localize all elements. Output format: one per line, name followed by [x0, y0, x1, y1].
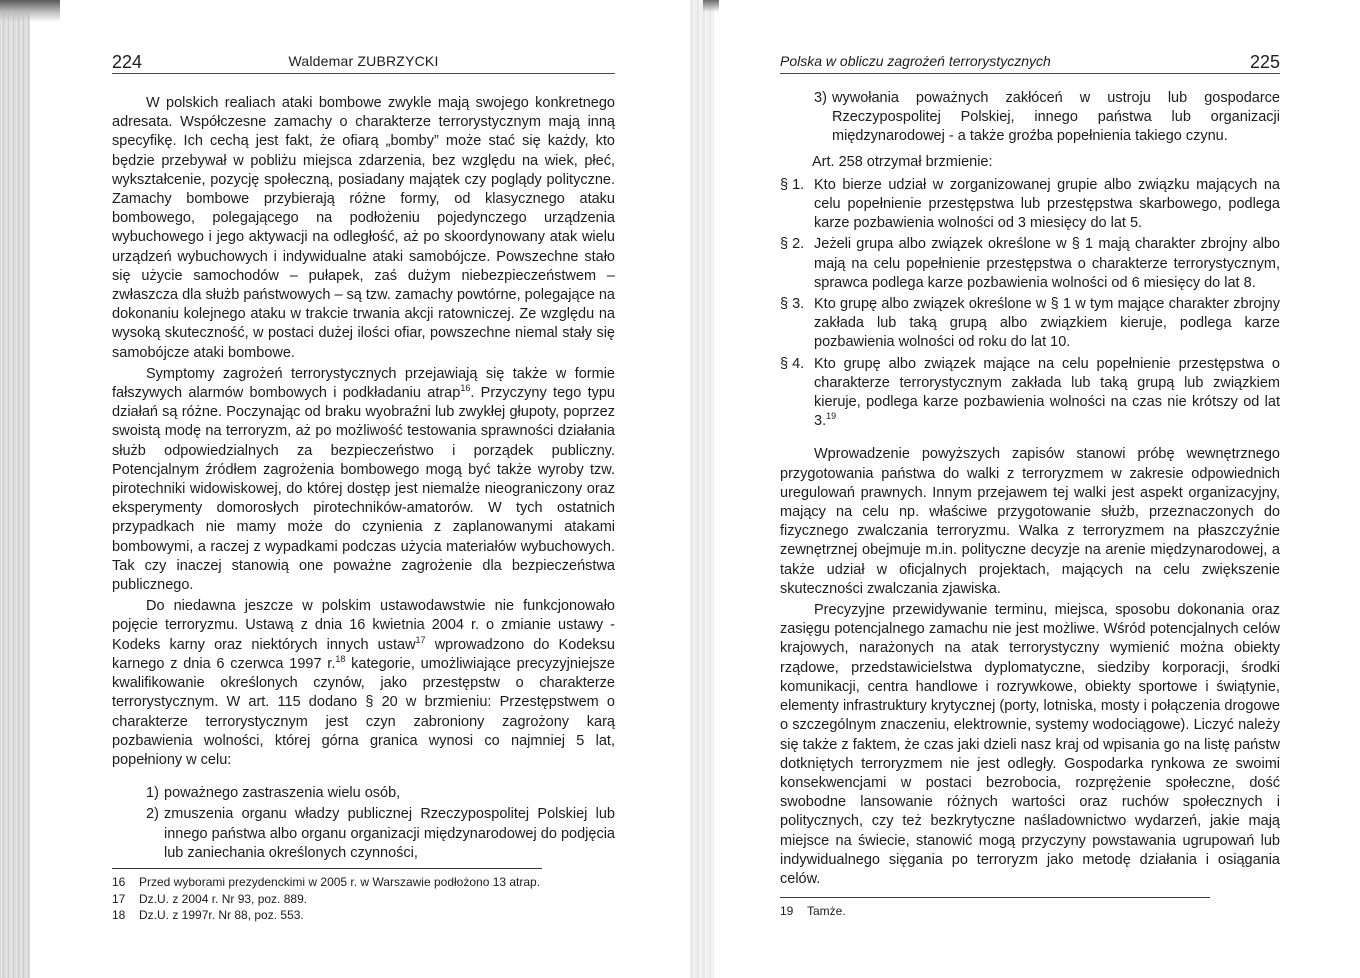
title-running-head: Polska w obliczu zagrożeń terrorystycznych — [780, 53, 1051, 69]
left-body-text — [112, 94, 615, 865]
list-item: 2) zmuszenia organu władzy publicznej Rzeczypospolitej Polskiej lub innego państwa albo organu organizacji międzynarodowej do podjęcia lub zaniechania określonych czynności, — [146, 806, 615, 861]
page-number-right: 225 — [1249, 52, 1280, 72]
scan-corner-shadow — [0, 0, 60, 22]
paragraph: Precyzyjne przewidywanie terminu, miejsca, sposobu dokonania oraz zasięgu potencjalnego zamachu nie jest możliwe. Wśród potencjalnych celów krajowych, narażonych na atak terrorystyczny wymienić można obiekty rządowe, przedstawicielstwa dyplomatyczne, siedziby korporacji, środki komunikacji, centra handlowe i rozrywkowe, obiekty sportowe i świątynie, elementy infrastruktury krytycznej (porty, lotniska, mosty i połączenia drogowe o szczególnym znaczeniu, elektrownie, systemy wodociągowe). Liczyć należy się także z faktem, że czas jaki dzieli nasz kraj od wpisania go na listę państw dotkniętych terroryzmem nie jest odległy. Gospodarka rynkowa ze swoimi konsekwencjami w postaci bezrobocia, rozprężenie społeczne, dość swobodne lansowanie różnych wartości oraz ruchów społecznych i politycznych, czy też bezkrytyczne naśladownictwo wydarzeń, jakie mają miejsce na świecie, stanowić mogą przyczyny powstawania ugrupowań lub indywidualnego sięgania po terroryzm jako metodę działania i osiągania celów. — [780, 602, 1280, 887]
article-intro: Art. 258 otrzymał brzmienie: — [812, 153, 993, 170]
section-item: § 3. Kto grupę albo związek określone w § 1 w tym mające charakter zbrojny zakłada lub taką grupą albo związkiem kieruje, podlega karze pozbawienia wolności od roku do lat 10. — [780, 296, 1280, 351]
footnote-ref: 16 — [460, 383, 471, 394]
book-gutter — [690, 0, 714, 978]
section-item: § 2. Jeżeli grupa albo związek określone w § 1 mają charakter zbrojny albo mają na celu popełnienie przestępstwa o charakterze terrorystycznym, sprawca podlega karze pozbawienia wolności od 6 miesięcy do lat 8. — [780, 236, 1280, 291]
right-body-text — [780, 89, 1280, 891]
footnote: 19 Tamże. — [780, 904, 846, 918]
gutter-shadow-mark — [703, 0, 719, 12]
paragraph: Wprowadzenie powyższych zapisów stanowi próbę wewnętrznego przygotowania państwa do walki z terroryzmem w zakresie odpowiednich uregulowań prawnych. Innym przejawem tej walki jest aspekt organizacyjny, mający na celu np. właściwe przygotowanie służb, przeznaczonych do fizycznego zwalczania terroryzmu. Walka z terroryzmem na płaszczyźnie zewnętrznej obejmuje m.in. polityczne decyzje na arenie międzynarodowej, a także udział w oficjalnych projektach, mających na celu zwiększenie skuteczności zwalczania zjawiska. — [780, 446, 1280, 597]
list-item: 1) poważnego zastraszenia wielu osób, — [146, 785, 401, 802]
footnote: 17 Dz.U. z 2004 r. Nr 93, poz. 889. — [112, 891, 308, 906]
footnote-ref: 18 — [335, 654, 346, 665]
footnote-divider — [112, 868, 542, 869]
section-item: § 4. Kto grupę albo związek mające na celu popełnienie przestępstwa o charakterze terrorystycznym zakłada lub taką grupą lub związkiem kieruje, podlega karze pozbawienia wolności na czas nie krótszy od lat 3.19 — [780, 355, 1280, 430]
footnote: 18 Dz.U. z 1997r. Nr 88, poz. 553. — [112, 908, 304, 922]
section-item: § 1. Kto bierze udział w zorganizowanej grupie albo związku mających na celu popełnienie przestępstwa lub przestępstwa skarbowego, podlega karze pozbawienia wolności od 3 miesięcy do lat 5. — [780, 176, 1280, 232]
footnote: 16 Przed wyborami prezydenckimi w 2005 r. w Warszawie podłożono 13 atrap. — [112, 875, 541, 889]
page-number-left: 224 — [112, 52, 143, 72]
paragraph: Symptomy zagrożeń terrorystycznych przejawiają się także w formie fałszywych alarmów bombowych i podkładaniu atrap$^{16}$. Przyczyny tego typu działań są różne. Poczynając od braku wyobraźni lub zwykłej głupoty, poprzez swoistą modę na terroryzm, aż po możliwość testowania sprawności działania służb odpowiedzialnych za bezpieczeństwo i porządek publiczny. Potencjalnym źródłem zagrożenia bombowego mogą być także wyroby tzw. pirotechniki widowiskowej, do której dostęp jest niemalże nieograniczony oraz eksperymenty domorosłych pirotechników-amatorów. W tych ostatnich przypadkach nie mamy może do czynienia z zaplanowanymi atakami bombowymi, a raczej z wypadkami podczas użycia materiałów wybuchowych. Tak czy inaczej stanowią one poważne zagrożenie dla bezpieczeństwa publicznego. — [112, 365, 615, 594]
footnote-ref: 17 — [415, 634, 426, 645]
paragraph: W polskich realiach ataki bombowe zwykle mają swojego konkretnego adresata. Współczesne zamachy o charakterze terrorystycznym mają inną specyfikę. Ich cechą jest fakt, że ofiarą „bomby” może stać się każdy, kto będzie przebywał w pobliżu miejsca zdarzenia, bez względu na wiek, płeć, wykształcenie, pozycję społeczną, posiadany majątek czy poglądy polityczne. Zamachy bombowe przybierają różne formy, od klasycznego ataku bombowego, polegającego na podłożeniu pojedynczego urządzenia wybuchowego i jego aktywacji na odległość, aż po skoordynowany atak wielu urządzeń wybuchowych i indywidualne ataki samobójcze. Powszechne stało się użycie samochodów – pułapek, zaś dużym niebezpieczeństwem – zwłaszcza dla służb państwowych – są tzw. zamachy powtórne, polegające na dokonaniu kolejnego ataku w trakcie trwania akcji ratowniczej. Ze względu na wysoką skuteczność, w postaci dużej ilości ofiar, powszechne niemal stały się samobójcze ataki bombowe. — [112, 95, 615, 361]
running-head-left — [112, 51, 615, 74]
scan-edge-left — [0, 0, 30, 978]
left-page — [112, 0, 615, 978]
footnotes-right — [780, 897, 1280, 920]
footnote-ref: 19 — [826, 411, 837, 422]
right-page — [780, 0, 1280, 978]
footnotes-left — [112, 868, 615, 924]
footnote-divider — [780, 897, 1210, 898]
running-head-right — [780, 51, 1280, 74]
paragraph: Do niedawna jeszcze w polskim ustawodawstwie nie funkcjonowało pojęcie terroryzmu. Ustawą z dnia 16 kwietnia 2004 r. o zmianie ustawy - Kodeks karny oraz niektórych innych ustaw$^{17}$ wprowadzono do Kodeksu karnego z dnia 6 czerwca 1997 r.$^{18}$ kategorie, umożliwiające precyzyjniejsze kwalifikowanie określonych czynów, jako przestępstw o charakterze terrorystycznym. W art. 115 dodano § 20 w brzmieniu: Przestępstwem o charakterze terrorystycznym jest czyn zabroniony zagrożony karą pozbawienia wolności, której górna granica wynosi co najmniej 5 lat, popełniony w celu: — [112, 598, 615, 768]
author-running-head: Waldemar ZUBRZYCKI — [288, 53, 439, 69]
list-item: 3) wywołania poważnych zakłóceń w ustroju lub gospodarce Rzeczypospolitej Polskiej, innego państwa lub organizacji międzynarodowej - a także groźba popełnienia takiego czynu. — [814, 90, 1280, 145]
